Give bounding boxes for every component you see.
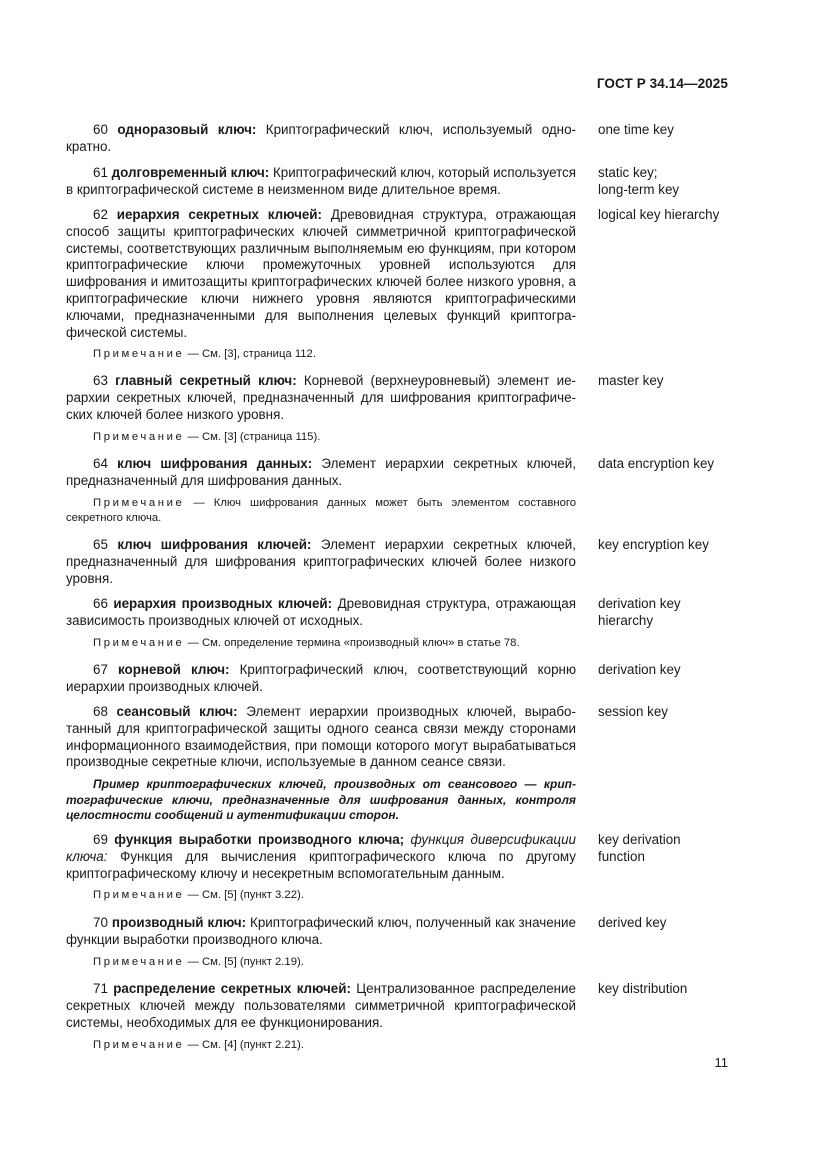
note-text: — Ключ шифрования данных может быть элементом составного секретного ключа. bbox=[66, 497, 577, 524]
english-equivalent: static key; long-term key bbox=[598, 165, 680, 197]
english-equivalent: key encryption key bbox=[598, 537, 709, 552]
note-text: — См. [3], страница 112. bbox=[187, 348, 316, 360]
term-title: ключ шифрования ключей: bbox=[117, 537, 312, 552]
english-equivalent: logical key hierarchy bbox=[598, 207, 720, 222]
term-number: 60 bbox=[93, 122, 108, 137]
english-equivalent: derivation key hierarchy bbox=[598, 596, 681, 628]
term-number: 71 bbox=[93, 981, 108, 996]
definition bbox=[66, 662, 576, 696]
note bbox=[66, 347, 576, 362]
note-text: — См. [4] (пункт 2.21). bbox=[187, 1039, 304, 1051]
definition bbox=[66, 122, 576, 156]
note-label: Примечание bbox=[93, 1039, 185, 1051]
english-equivalent: master key bbox=[598, 373, 664, 388]
definition bbox=[66, 373, 576, 423]
note-text: — См. [5] (пункт 2.19). bbox=[187, 956, 304, 968]
definition bbox=[66, 537, 576, 587]
term-title: иерархия производных ключей: bbox=[113, 596, 333, 611]
english-equivalent: derived key bbox=[598, 915, 667, 930]
english-equivalent: session key bbox=[598, 704, 668, 719]
term-definition-text: Криптографический ключ, используемый однократно. bbox=[66, 122, 576, 154]
term-definition-text: Криптографический ключ, соответствующий корню иерархии производных ключей. bbox=[66, 662, 576, 694]
note-label: Примечание bbox=[93, 889, 185, 901]
term-definition-text: Древовидная структура, отражающая зависимость производных ключей от исходных. bbox=[66, 596, 576, 628]
definition bbox=[66, 165, 576, 199]
term-definition-text: Корневой (верхнеуровневый) элемент иерархии секретных ключей, предназначенный для шифрования криптографических ключей более низкого уровня. bbox=[66, 373, 576, 422]
term-title: сеансовый ключ: bbox=[116, 704, 238, 719]
term-title: долговременный ключ: bbox=[111, 165, 270, 180]
term-title: ключ шифрования данных: bbox=[117, 456, 313, 471]
example bbox=[66, 777, 576, 824]
english-equivalent: key derivation function bbox=[598, 832, 681, 864]
term-title: производный ключ: bbox=[111, 915, 247, 930]
term-definition-text: Криптографический ключ, полученный как значение функции выработки производного ключа. bbox=[66, 915, 576, 947]
term-definition-text: Криптографический ключ, который используется в криптографической системе в неизменном виде длительное время. bbox=[66, 165, 576, 197]
note bbox=[66, 888, 576, 903]
definition bbox=[66, 456, 576, 490]
definition bbox=[66, 704, 576, 771]
term-number: 63 bbox=[93, 373, 108, 388]
note bbox=[66, 1038, 576, 1053]
note-label: Примечание bbox=[93, 956, 185, 968]
term-number: 67 bbox=[93, 662, 108, 677]
definition bbox=[66, 915, 576, 949]
term-number: 64 bbox=[93, 456, 108, 471]
note bbox=[66, 636, 576, 651]
note-text: — См. определение термина «производный ключ» в статье 78. bbox=[187, 637, 520, 649]
term-title: функция выработки производного ключа; bbox=[114, 832, 405, 847]
term-title: одноразовый ключ: bbox=[117, 122, 257, 137]
example-text: Пример криптографических ключей, производных от сеансового — криптографические ключи, предназначенные для шифрования данных, контроля целостности сообщений и аутентификации сторон. bbox=[66, 777, 576, 823]
term-definition-text: Элемент иерархии производных ключей, выработанный для криптографической защиты одного сеанса связи между сторонами информационного взаимодействия, при помощи которого могут вырабатываться производные секретные ключи, используемые в данном сеансе связи. bbox=[66, 704, 576, 770]
standard-number: ГОСТ Р 34.14—2025 bbox=[596, 76, 728, 91]
note-label: Примечание bbox=[93, 431, 185, 443]
term-definition-text: Функция для вычисления криптографического ключа по другому криптографическому ключу и несекретным вспомогательным данным. bbox=[66, 848, 576, 881]
term-number: 65 bbox=[93, 537, 108, 552]
page-number: 11 bbox=[714, 1055, 728, 1070]
definition bbox=[66, 832, 576, 882]
note-text: — См. [3] (страница 115). bbox=[187, 431, 321, 443]
term-title: иерархия секретных ключей: bbox=[116, 207, 322, 222]
note bbox=[66, 496, 576, 526]
note bbox=[66, 955, 576, 970]
definition bbox=[66, 207, 576, 341]
term-number: 69 bbox=[93, 832, 108, 847]
english-equivalent: one time key bbox=[598, 122, 674, 137]
term-definition-text: Централизованное распределение секретных ключей между пользователями симметричной криптографической системы, необходимых для ее функционирования. bbox=[66, 981, 576, 1030]
note-label: Примечание bbox=[93, 497, 185, 509]
term-number: 70 bbox=[93, 915, 108, 930]
term-definition-text: Древовидная структура, отражающая способ защиты криптографических ключей симметричной криптографической системы, соответствующих различным выполняемым ею функциям, при котором криптографические ключи промежуточных уровней используются для шифрования и имитозащиты криптографических ключей более низкого уровня, а криптографические ключи нижнего уровня являются криптографическими ключами, предназначенными для выполнения целевых функций криптографической системы. bbox=[66, 207, 576, 340]
note-text: — См. [5] (пункт 3.22). bbox=[187, 889, 304, 901]
term-title: корневой ключ: bbox=[118, 662, 230, 677]
note bbox=[66, 430, 576, 445]
definition bbox=[66, 596, 576, 630]
term-number: 62 bbox=[93, 207, 108, 222]
english-equivalent: key distribution bbox=[598, 981, 688, 996]
english-equivalent: derivation key bbox=[598, 662, 681, 677]
definition bbox=[66, 981, 576, 1031]
term-title: распределение секретных ключей: bbox=[113, 981, 351, 996]
term-number: 68 bbox=[93, 704, 108, 719]
term-number: 61 bbox=[93, 165, 108, 180]
note-label: Примечание bbox=[93, 637, 185, 649]
note-label: Примечание bbox=[93, 348, 185, 360]
term-title: главный секретный ключ: bbox=[115, 373, 297, 388]
term-definition-text: Элемент иерархии секретных ключей, предназначенный для шифрования данных. bbox=[66, 456, 576, 488]
term-definition-text: Элемент иерархии секретных ключей, предназначенный для шифрования криптографических ключей более низкого уровня. bbox=[66, 537, 576, 586]
term-number: 66 bbox=[93, 596, 108, 611]
english-equivalent: data encryption key bbox=[598, 456, 715, 471]
term-synonym: функция диверсификации ключа: bbox=[66, 832, 576, 864]
